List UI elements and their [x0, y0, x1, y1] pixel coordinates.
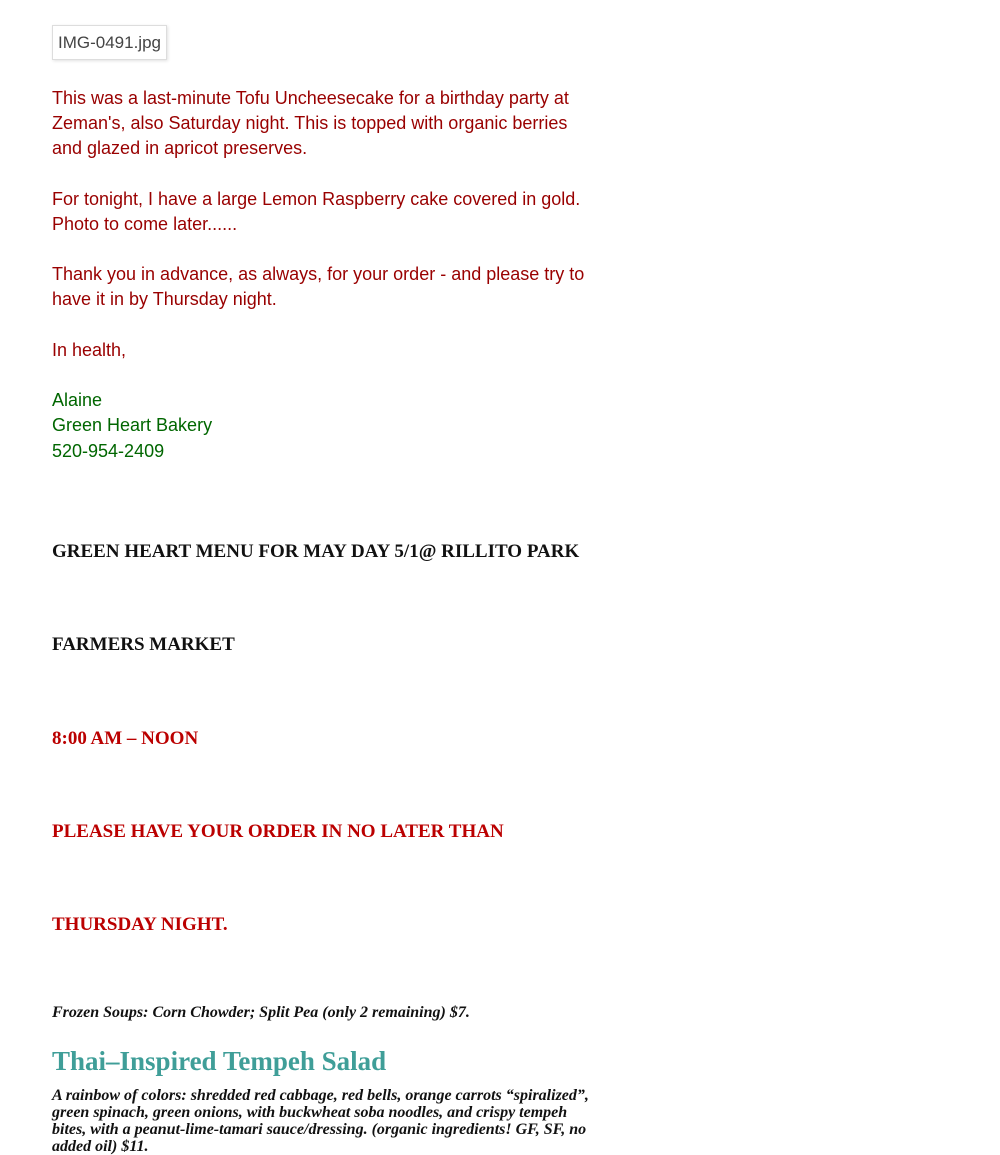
broken-image[interactable] — [52, 25, 167, 60]
frozen-soups-item: Frozen Soups: Corn Chowder; Split Pea (only 2 remaining) $7. — [52, 1004, 470, 1021]
menu-subheading: FARMERS MARKET — [52, 634, 235, 655]
paragraph-lemon-cake: For tonight, I have a large Lemon Raspberry cake covered in gold. Photo to come later...... — [52, 189, 581, 234]
signature-name: Alaine — [52, 390, 103, 410]
order-deadline: THURSDAY NIGHT. — [52, 914, 228, 935]
signature-business: Green Heart Bakery — [52, 415, 213, 435]
signature-phone: 520-954-2409 — [52, 441, 165, 461]
image-alt-text: IMG-0491.jpg — [58, 32, 161, 52]
paragraph-uncheesecake: This was a last-minute Tofu Uncheesecake for a birthday party at Zeman's, also Saturday night. This is topped with organic berries and glazed in apricot preserves. — [52, 88, 569, 158]
salad-title: Thai–Inspired Tempeh Salad — [52, 1046, 387, 1076]
paragraph-closing: In health, — [52, 340, 127, 360]
paragraph-thank-you: Thank you in advance, as always, for your order - and please try to have it in by Thursday night. — [52, 264, 585, 309]
market-hours: 8:00 AM – NOON — [52, 728, 199, 749]
order-notice: PLEASE HAVE YOUR ORDER IN NO LATER THAN — [52, 821, 504, 842]
salad-description: A rainbow of colors: shredded red cabbage, red bells, orange carrots “spiralized”, green spinach, green onions, with buckwheat soba noodles, and crispy tempeh bites, with a peanut-lime-tamari sauce/dressing. (organic ingredients! GF, SF, no added oil) $11. — [52, 1087, 589, 1155]
menu-heading: GREEN HEART MENU FOR MAY DAY 5/1@ RILLITO PARK — [52, 541, 580, 562]
